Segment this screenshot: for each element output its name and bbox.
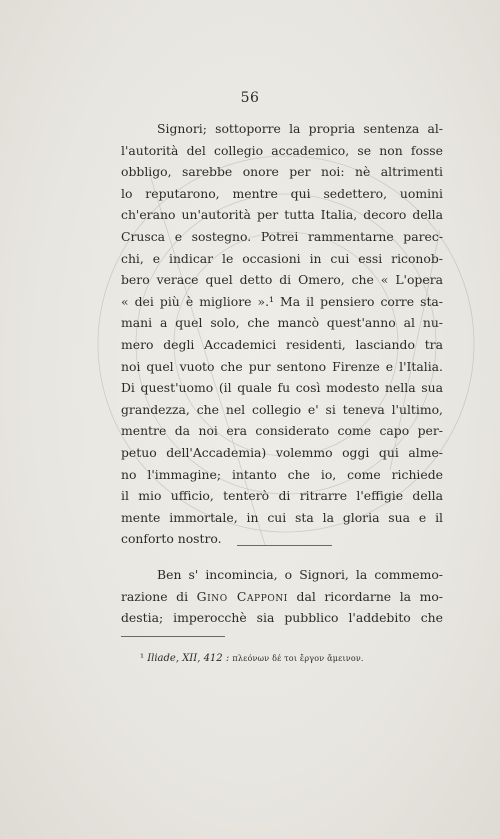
text-line: noi quel vuoto che pur sentono Firenze e l'Italia. bbox=[121, 358, 443, 374]
text-line: grandezza, che nel collegio e' si teneva l'ultimo, bbox=[121, 401, 443, 417]
text-line: destia; imperocchè sia pubblico l'addebito che bbox=[121, 610, 443, 626]
text-line: bero verace quel detto di Omero, che « L'opera bbox=[121, 272, 443, 288]
text-line: obbligo, sarebbe onore per noi: nè altrimenti bbox=[121, 164, 443, 180]
paragraph-main bbox=[121, 118, 443, 550]
text-line: Crusca e sostegno. Potrei rammentarne parec- bbox=[121, 228, 443, 244]
text-line bbox=[121, 586, 443, 608]
person-name: Gino Capponi bbox=[196, 588, 288, 604]
footnote-quote: πλεόνων δέ τοι ἔργον ἄμεινον. bbox=[232, 654, 364, 663]
page-number: 56 bbox=[240, 90, 260, 106]
text-line: Di quest'uomo (il quale fu così modesto nella sua bbox=[121, 380, 443, 396]
text-line: lo reputarono, mentre qui sedettero, uomini bbox=[121, 185, 443, 201]
text-line: mero degli Accademici residenti, lasciando tra bbox=[121, 336, 443, 352]
text-line: « dei più è migliore ».¹ Ma il pensiero corre sta- bbox=[121, 293, 443, 309]
text-fragment: dal ricordarne la mo- bbox=[287, 588, 443, 604]
text-line: Signori; sottoporre la propria sentenza al- bbox=[157, 121, 443, 136]
text-line: l'autorità del collegio accademico, se non fosse bbox=[121, 142, 443, 158]
footnote-marker: ¹ bbox=[140, 653, 145, 664]
text-line: no l'immagine; intanto che io, come richiede bbox=[121, 466, 443, 482]
section-divider bbox=[237, 545, 332, 546]
footnote bbox=[140, 652, 364, 666]
text-line: mente immortale, in cui sta la gloria sua e il bbox=[121, 509, 443, 525]
footnote-separator bbox=[121, 636, 225, 637]
text-line: mani a quel solo, che mancò quest'anno al nu- bbox=[121, 315, 443, 331]
text-line: ch'erano un'autorità per tutta Italia, decoro della bbox=[121, 207, 443, 223]
text-fragment: razione di bbox=[121, 588, 197, 604]
text-line: Ben s' incomincia, o Signori, la commemo- bbox=[157, 567, 443, 582]
text-line: petuo dell'Accademia) volemmo oggi qui alme- bbox=[121, 444, 443, 460]
footnote-reference: Iliade, XII, 412 : bbox=[147, 653, 230, 664]
text-line: chi, e indicar le occasioni in cui essi riconob- bbox=[121, 250, 443, 266]
text-line: mentre da noi era considerato come capo per- bbox=[121, 423, 443, 439]
text-line: conforto nostro. bbox=[121, 531, 222, 547]
text-line: il mio ufficio, tenterò di ritrarre l'effigie della bbox=[121, 488, 443, 504]
paragraph-commemoration bbox=[121, 564, 443, 629]
